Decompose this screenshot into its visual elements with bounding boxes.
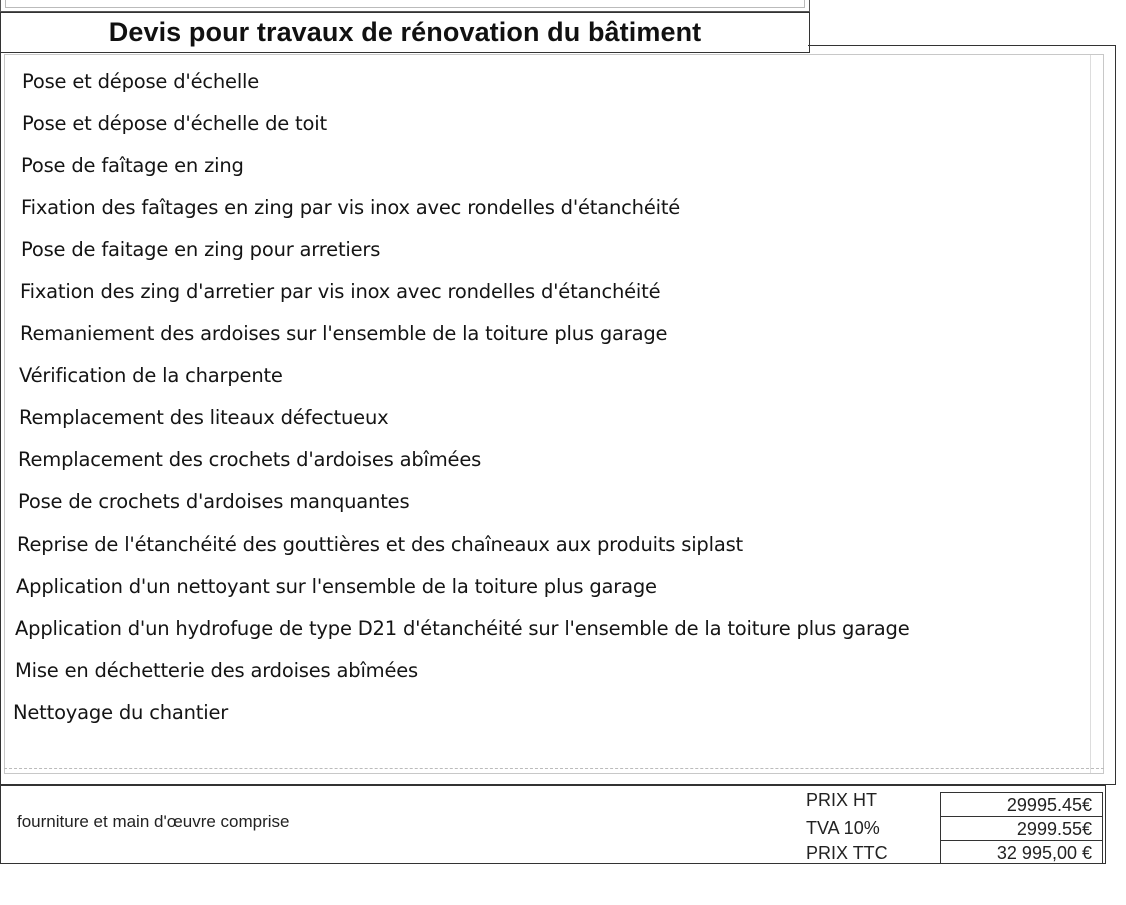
price-ht-label: PRIX HT <box>806 790 878 810</box>
items-panel-bottom-rule <box>4 768 1104 769</box>
work-item: Pose de faîtage en zing <box>21 154 244 177</box>
work-item: Pose de crochets d'ardoises manquantes <box>18 490 410 513</box>
tva-value: 2999.55€ <box>941 817 1102 841</box>
work-item: Pose et dépose d'échelle de toit <box>22 112 327 135</box>
work-item: Remplacement des crochets d'ardoises abîmées <box>18 448 482 471</box>
work-item: Mise en déchetterie des ardoises abîmées <box>15 659 419 682</box>
work-item: Application d'un hydrofuge de type D21 d'étanchéité sur l'ensemble de la toiture plus garage <box>15 617 910 640</box>
work-item: Fixation des faîtages en zing par vis inox avec rondelles d'étanchéité <box>21 196 681 219</box>
work-item: Remaniement des ardoises sur l'ensemble de la toiture plus garage <box>20 322 668 345</box>
work-item: Pose de faitage en zing pour arretiers <box>21 238 381 261</box>
work-item: Remplacement des liteaux défectueux <box>19 406 389 429</box>
items-panel-edge <box>1090 55 1103 773</box>
document-title: Devis pour travaux de rénovation du bâtiment <box>108 17 702 47</box>
tva-label: TVA 10% <box>806 818 880 838</box>
work-item: Fixation des zing d'arretier par vis inox avec rondelles d'étanchéité <box>20 280 661 303</box>
items-frame-top-edge <box>808 45 1116 46</box>
work-item: Application d'un nettoyant sur l'ensemble de la toiture plus garage <box>16 575 657 598</box>
work-item: Reprise de l'étanchéité des gouttières et des chaîneaux aux produits siplast <box>17 533 743 556</box>
work-item: Nettoyage du chantier <box>13 701 229 724</box>
price-ttc-value: 32 995,00 € <box>996 843 1092 863</box>
work-item: Vérification de la charpente <box>19 364 283 387</box>
top-frame <box>0 0 810 12</box>
price-table <box>940 792 1103 864</box>
price-ht-value: 29995.45€ <box>941 793 1102 817</box>
work-item: Pose et dépose d'échelle <box>22 70 260 93</box>
top-frame-inner <box>5 0 805 8</box>
price-ttc-label: PRIX TTC <box>806 843 888 863</box>
footer-note: fourniture et main d'œuvre comprise <box>17 812 290 831</box>
